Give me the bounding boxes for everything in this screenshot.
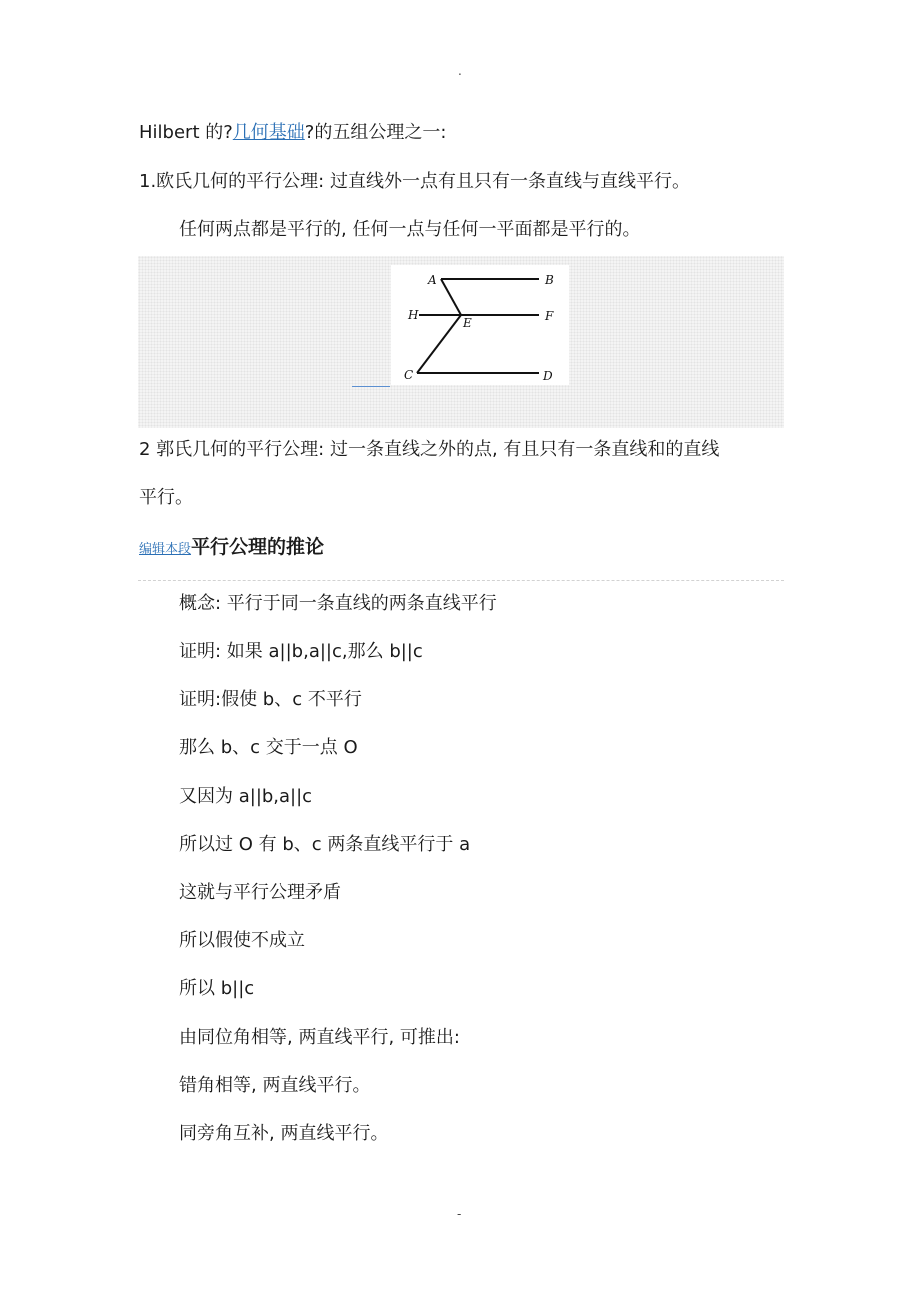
label-d: D [543, 369, 553, 383]
body-line: 这就与平行公理矛盾 [179, 882, 341, 903]
body-line: 那么 b、c 交于一点 O [179, 737, 358, 758]
segment-ae [441, 279, 461, 315]
label-c: C [404, 368, 414, 382]
body-line: 又因为 a||b,a||c [179, 786, 313, 807]
euclid-parallel-axiom: 1.欧氏几何的平行公理: 过直线外一点有且只有一条直线与直线平行。 [139, 171, 690, 192]
body-line: 所以假使不成立 [179, 930, 305, 951]
label-e: E [463, 316, 472, 330]
edit-section-link[interactable]: 编辑本段 [139, 542, 192, 557]
body-line: 所以过 O 有 b、c 两条直线平行于 a [179, 834, 471, 855]
body-line: 由同位角相等, 两直线平行, 可推出: [179, 1027, 460, 1048]
section-heading [139, 535, 324, 562]
parallel-remark: 任何两点都是平行的, 任何一点与任何一平面都是平行的。 [179, 219, 641, 240]
section-title: 平行公理的推论 [191, 536, 325, 558]
section-divider [138, 580, 784, 581]
body-line: 所以 b||c [179, 978, 255, 999]
intro-prefix: Hilbert 的? [139, 122, 233, 143]
label-h: H [408, 308, 419, 322]
body-line: 错角相等, 两直线平行。 [179, 1075, 371, 1096]
body-line: 同旁角互补, 两直线平行。 [179, 1123, 389, 1144]
intro-suffix: ?的五组公理之一: [304, 122, 447, 143]
footer-mark: - [457, 1207, 462, 1221]
label-a: A [428, 273, 437, 287]
guo-parallel-axiom-line1: 2 郭氏几何的平行公理: 过一条直线之外的点, 有且只有一条直线和的直线 [139, 439, 720, 460]
figure-underline [352, 386, 390, 387]
label-f: F [545, 309, 554, 323]
segment-ec [417, 315, 461, 373]
intro-line [139, 121, 446, 145]
header-mark: . [458, 64, 462, 78]
geometry-basics-link[interactable]: 几何基础 [232, 122, 305, 143]
body-line: 概念: 平行于同一条直线的两条直线平行 [179, 593, 497, 614]
body-line: 证明:假使 b、c 不平行 [179, 689, 362, 710]
figure-svg [391, 265, 569, 385]
label-b: B [545, 273, 554, 287]
guo-parallel-axiom-line2: 平行。 [139, 487, 193, 508]
parallel-lines-figure [391, 265, 569, 385]
body-line: 证明: 如果 a||b,a||c,那么 b||c [179, 641, 423, 662]
